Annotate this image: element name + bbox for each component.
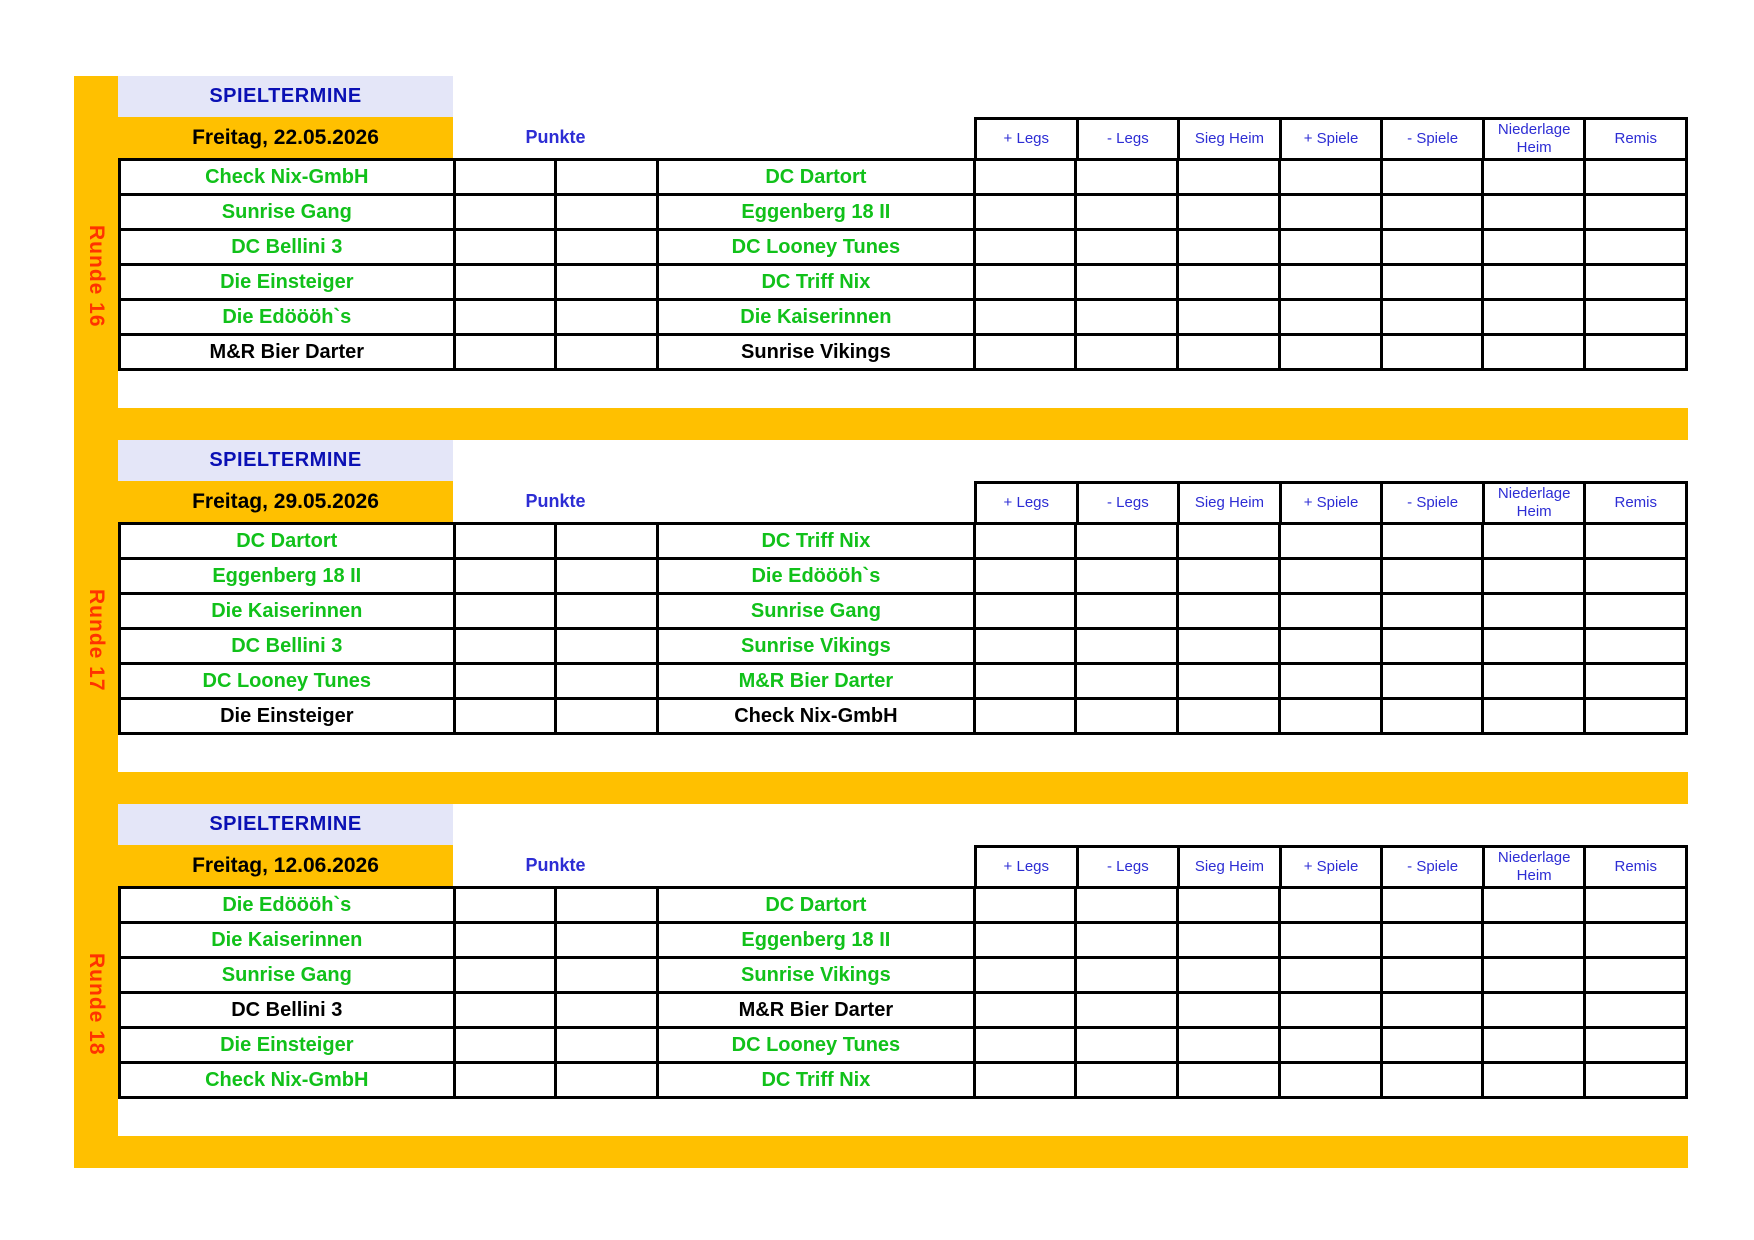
stat-cell[interactable] [1585,958,1687,993]
stat-cell[interactable] [1483,300,1585,335]
schedule-title: SPIELTERMINE [118,804,453,845]
stat-cell[interactable] [1279,594,1381,629]
stat-cell[interactable] [1178,265,1280,300]
away-team: Die Edöööh`s [658,559,975,594]
stat-cell[interactable] [1381,629,1483,664]
stat-cell[interactable] [1483,1028,1585,1063]
stats-header-cell: + Spiele [1282,848,1384,886]
match-row [120,195,1687,230]
stat-cell[interactable] [1381,524,1483,559]
stat-cell[interactable] [1483,160,1585,195]
stat-cell[interactable] [1076,923,1178,958]
stat-cell[interactable] [1178,923,1280,958]
stat-cell[interactable] [974,1028,1076,1063]
round-bottom-bar [74,772,1688,804]
stat-cell[interactable] [974,888,1076,923]
home-points-cell[interactable] [454,230,556,265]
stat-cell[interactable] [974,559,1076,594]
stat-cell[interactable] [1381,265,1483,300]
stat-cell[interactable] [974,699,1076,734]
home-points-cell[interactable] [454,335,556,370]
home-points-cell[interactable] [454,160,556,195]
match-table [118,886,1688,1099]
match-table [118,522,1688,735]
away-team: DC Looney Tunes [658,1028,975,1063]
stat-cell[interactable] [1585,230,1687,265]
stat-cell[interactable] [1178,300,1280,335]
stat-cell[interactable] [1585,1063,1687,1098]
stat-cell[interactable] [1585,594,1687,629]
round-label-text: Runde 17 [85,588,108,692]
away-points-cell[interactable] [556,888,658,923]
home-team: DC Looney Tunes [120,664,455,699]
home-team: Die Edöööh`s [120,300,455,335]
stat-cell[interactable] [974,524,1076,559]
stat-cell[interactable] [1483,1063,1585,1098]
stat-cell[interactable] [974,160,1076,195]
stat-cell[interactable] [1381,664,1483,699]
stat-cell[interactable] [1076,300,1178,335]
stat-cell[interactable] [1381,1028,1483,1063]
stat-cell[interactable] [1483,335,1585,370]
away-points-cell[interactable] [556,594,658,629]
home-team: Check Nix-GmbH [120,160,455,195]
stat-cell[interactable] [1483,195,1585,230]
stats-header-cell: Remis [1614,130,1658,147]
match-row [120,300,1687,335]
away-points-cell[interactable] [556,195,658,230]
home-points-cell[interactable] [454,629,556,664]
stat-cell[interactable] [1483,699,1585,734]
away-points-cell[interactable] [556,230,658,265]
stat-cell[interactable] [1483,230,1585,265]
match-row [120,923,1687,958]
away-points-cell[interactable] [556,265,658,300]
points-header: Punkte [525,491,586,511]
schedule-title: SPIELTERMINE [118,76,453,117]
stat-cell[interactable] [1076,629,1178,664]
away-team: Die Kaiserinnen [658,300,975,335]
home-team: Eggenberg 18 II [120,559,455,594]
away-team: M&R Bier Darter [658,993,975,1028]
stat-cell[interactable] [1381,160,1483,195]
home-team: Die Kaiserinnen [120,594,455,629]
stats-header-cell: Niederlage Heim [1485,484,1587,522]
stat-cell[interactable] [1076,1028,1178,1063]
stat-cell[interactable] [974,230,1076,265]
round-label [74,156,118,396]
stats-header-cell: - Legs [1079,484,1181,522]
stat-cell[interactable] [1381,594,1483,629]
away-team: Sunrise Vikings [658,958,975,993]
stat-cell[interactable] [1483,594,1585,629]
away-points-cell[interactable] [556,699,658,734]
stat-cell[interactable] [1483,993,1585,1028]
stat-cell[interactable] [1178,160,1280,195]
stat-cell[interactable] [1178,335,1280,370]
stat-cell[interactable] [1483,524,1585,559]
stats-header-cell: Sieg Heim [1180,848,1282,886]
stats-header-cell: Sieg Heim [1180,484,1282,522]
match-row [120,230,1687,265]
away-points-cell[interactable] [556,335,658,370]
stat-cell[interactable] [1279,699,1381,734]
away-team: M&R Bier Darter [658,664,975,699]
stat-cell[interactable] [1076,335,1178,370]
stats-header-row [974,117,1688,158]
round-block [74,76,1688,440]
stat-cell[interactable] [1279,524,1381,559]
stats-header-cell: + Legs [977,848,1079,886]
stat-cell[interactable] [1178,888,1280,923]
match-row [120,524,1687,559]
stats-header-row [974,481,1688,522]
stat-cell[interactable] [974,664,1076,699]
home-team: Sunrise Gang [120,958,455,993]
stats-header-cell: + Spiele [1282,484,1384,522]
match-row [120,335,1687,370]
stat-cell[interactable] [1279,958,1381,993]
stat-cell[interactable] [1585,265,1687,300]
stat-cell[interactable] [1483,888,1585,923]
stat-cell[interactable] [1178,958,1280,993]
home-points-cell[interactable] [454,195,556,230]
stats-header-cell: + Legs [977,120,1079,158]
stat-cell[interactable] [1279,629,1381,664]
away-points-cell[interactable] [556,923,658,958]
stat-cell[interactable] [1076,524,1178,559]
match-row [120,993,1687,1028]
stat-cell[interactable] [1381,559,1483,594]
stat-cell[interactable] [1076,993,1178,1028]
away-points-cell[interactable] [556,300,658,335]
away-team: Sunrise Vikings [658,335,975,370]
stat-cell[interactable] [1585,559,1687,594]
match-date: Freitag, 12.06.2026 [118,845,453,886]
stat-cell[interactable] [1483,958,1585,993]
match-row [120,1028,1687,1063]
stat-cell[interactable] [1076,160,1178,195]
stats-header-cell: - Legs [1079,848,1181,886]
away-team: DC Triff Nix [658,1063,975,1098]
stat-cell[interactable] [974,1063,1076,1098]
stat-cell[interactable] [1178,594,1280,629]
home-points-cell[interactable] [454,300,556,335]
home-points-cell[interactable] [454,699,556,734]
stat-cell[interactable] [1178,993,1280,1028]
away-points-cell[interactable] [556,524,658,559]
stat-cell[interactable] [1076,1063,1178,1098]
points-header: Punkte [525,855,586,875]
stat-cell[interactable] [1279,1063,1381,1098]
match-date: Freitag, 22.05.2026 [118,117,453,158]
away-points-cell[interactable] [556,664,658,699]
stats-header-cell: - Legs [1079,120,1181,158]
away-team: DC Dartort [658,888,975,923]
stat-cell[interactable] [1178,524,1280,559]
away-team: DC Dartort [658,160,975,195]
stat-cell[interactable] [1381,195,1483,230]
stat-cell[interactable] [1279,888,1381,923]
home-points-cell[interactable] [454,265,556,300]
stat-cell[interactable] [1279,559,1381,594]
match-row [120,594,1687,629]
match-row [120,265,1687,300]
home-points-cell[interactable] [454,923,556,958]
stat-cell[interactable] [1076,664,1178,699]
stat-cell[interactable] [1279,160,1381,195]
stats-header-cell: Remis [1614,494,1658,511]
stats-header-cell: + Legs [977,484,1079,522]
match-row [120,888,1687,923]
match-table [118,158,1688,371]
stats-header-cell: Remis [1614,858,1658,875]
stat-cell[interactable] [1585,335,1687,370]
away-points-cell[interactable] [556,160,658,195]
stat-cell[interactable] [1279,335,1381,370]
stat-cell[interactable] [1279,664,1381,699]
round-bottom-bar [74,408,1688,440]
stat-cell[interactable] [1178,559,1280,594]
stats-header-cell: - Spiele [1383,484,1485,522]
stat-cell[interactable] [1585,1028,1687,1063]
stat-cell[interactable] [1076,195,1178,230]
stat-cell[interactable] [1178,629,1280,664]
stat-cell[interactable] [974,300,1076,335]
stat-cell[interactable] [1585,993,1687,1028]
round-label-text: Runde 18 [85,952,108,1056]
stat-cell[interactable] [974,993,1076,1028]
home-team: M&R Bier Darter [120,335,455,370]
stat-cell[interactable] [1585,888,1687,923]
stat-cell[interactable] [1585,195,1687,230]
home-points-cell[interactable] [454,524,556,559]
stat-cell[interactable] [1076,699,1178,734]
home-team: DC Bellini 3 [120,629,455,664]
away-points-cell[interactable] [556,993,658,1028]
stat-cell[interactable] [1076,230,1178,265]
stat-cell[interactable] [1076,559,1178,594]
away-team: DC Triff Nix [658,265,975,300]
home-points-cell[interactable] [454,1063,556,1098]
stat-cell[interactable] [1178,699,1280,734]
stat-cell[interactable] [1279,300,1381,335]
round-label [74,884,118,1124]
stats-header-cell: Niederlage Heim [1485,848,1587,886]
home-points-cell[interactable] [454,1028,556,1063]
stat-cell[interactable] [1483,559,1585,594]
points-header: Punkte [525,127,586,147]
stat-cell[interactable] [1178,1028,1280,1063]
stat-cell[interactable] [1585,664,1687,699]
home-team: Die Einsteiger [120,699,455,734]
stat-cell[interactable] [1381,958,1483,993]
stat-cell[interactable] [1279,923,1381,958]
stats-header-cell: Niederlage Heim [1485,120,1587,158]
away-team: Sunrise Gang [658,594,975,629]
stat-cell[interactable] [1585,524,1687,559]
stats-header-cell: - Spiele [1383,120,1485,158]
away-team: Eggenberg 18 II [658,195,975,230]
match-row [120,664,1687,699]
stat-cell[interactable] [1076,958,1178,993]
home-points-cell[interactable] [454,993,556,1028]
stat-cell[interactable] [1279,195,1381,230]
home-points-cell[interactable] [454,559,556,594]
away-points-cell[interactable] [556,559,658,594]
stat-cell[interactable] [1279,265,1381,300]
stat-cell[interactable] [1585,160,1687,195]
home-points-cell[interactable] [454,888,556,923]
stat-cell[interactable] [974,195,1076,230]
stat-cell[interactable] [1585,629,1687,664]
match-row [120,559,1687,594]
away-points-cell[interactable] [556,958,658,993]
away-points-cell[interactable] [556,1063,658,1098]
stat-cell[interactable] [974,923,1076,958]
stat-cell[interactable] [1076,594,1178,629]
stat-cell[interactable] [1483,923,1585,958]
stat-cell[interactable] [974,629,1076,664]
home-team: Sunrise Gang [120,195,455,230]
home-points-cell[interactable] [454,664,556,699]
stat-cell[interactable] [974,335,1076,370]
home-team: Die Kaiserinnen [120,923,455,958]
away-team: Eggenberg 18 II [658,923,975,958]
round-label-text: Runde 16 [85,224,108,328]
stat-cell[interactable] [1381,923,1483,958]
stat-cell[interactable] [1483,265,1585,300]
home-team: Die Edöööh`s [120,888,455,923]
stat-cell[interactable] [1076,265,1178,300]
stat-cell[interactable] [1178,230,1280,265]
match-row [120,958,1687,993]
away-team: Sunrise Vikings [658,629,975,664]
stat-cell[interactable] [1381,230,1483,265]
stat-cell[interactable] [1178,664,1280,699]
schedule-title: SPIELTERMINE [118,440,453,481]
stat-cell[interactable] [1381,300,1483,335]
match-row [120,699,1687,734]
home-points-cell[interactable] [454,958,556,993]
home-team: Die Einsteiger [120,265,455,300]
stat-cell[interactable] [1483,664,1585,699]
stat-cell[interactable] [1585,300,1687,335]
stat-cell[interactable] [1279,993,1381,1028]
home-team: DC Bellini 3 [120,230,455,265]
home-team: Check Nix-GmbH [120,1063,455,1098]
home-team: DC Bellini 3 [120,993,455,1028]
stat-cell[interactable] [1381,888,1483,923]
home-team: Die Einsteiger [120,1028,455,1063]
away-team: Check Nix-GmbH [658,699,975,734]
stat-cell[interactable] [1483,629,1585,664]
stat-cell[interactable] [1178,195,1280,230]
stat-cell[interactable] [974,958,1076,993]
stat-cell[interactable] [1076,888,1178,923]
stat-cell[interactable] [1279,230,1381,265]
stat-cell[interactable] [974,594,1076,629]
match-row [120,160,1687,195]
stat-cell[interactable] [1279,1028,1381,1063]
round-label [74,520,118,760]
home-points-cell[interactable] [454,594,556,629]
round-bottom-bar [74,1136,1688,1168]
stat-cell[interactable] [974,265,1076,300]
stat-cell[interactable] [1381,1063,1483,1098]
round-block [74,440,1688,804]
match-row [120,629,1687,664]
stats-header-row [974,845,1688,886]
away-points-cell[interactable] [556,629,658,664]
home-team: DC Dartort [120,524,455,559]
stat-cell[interactable] [1381,335,1483,370]
away-points-cell[interactable] [556,1028,658,1063]
away-team: DC Looney Tunes [658,230,975,265]
stats-header-cell: Sieg Heim [1180,120,1282,158]
match-row [120,1063,1687,1098]
stat-cell[interactable] [1585,923,1687,958]
stat-cell[interactable] [1381,993,1483,1028]
stats-header-cell: + Spiele [1282,120,1384,158]
away-team: DC Triff Nix [658,524,975,559]
stat-cell[interactable] [1381,699,1483,734]
stats-header-cell: - Spiele [1383,848,1485,886]
round-block [74,804,1688,1168]
stat-cell[interactable] [1585,699,1687,734]
match-date: Freitag, 29.05.2026 [118,481,453,522]
stat-cell[interactable] [1178,1063,1280,1098]
